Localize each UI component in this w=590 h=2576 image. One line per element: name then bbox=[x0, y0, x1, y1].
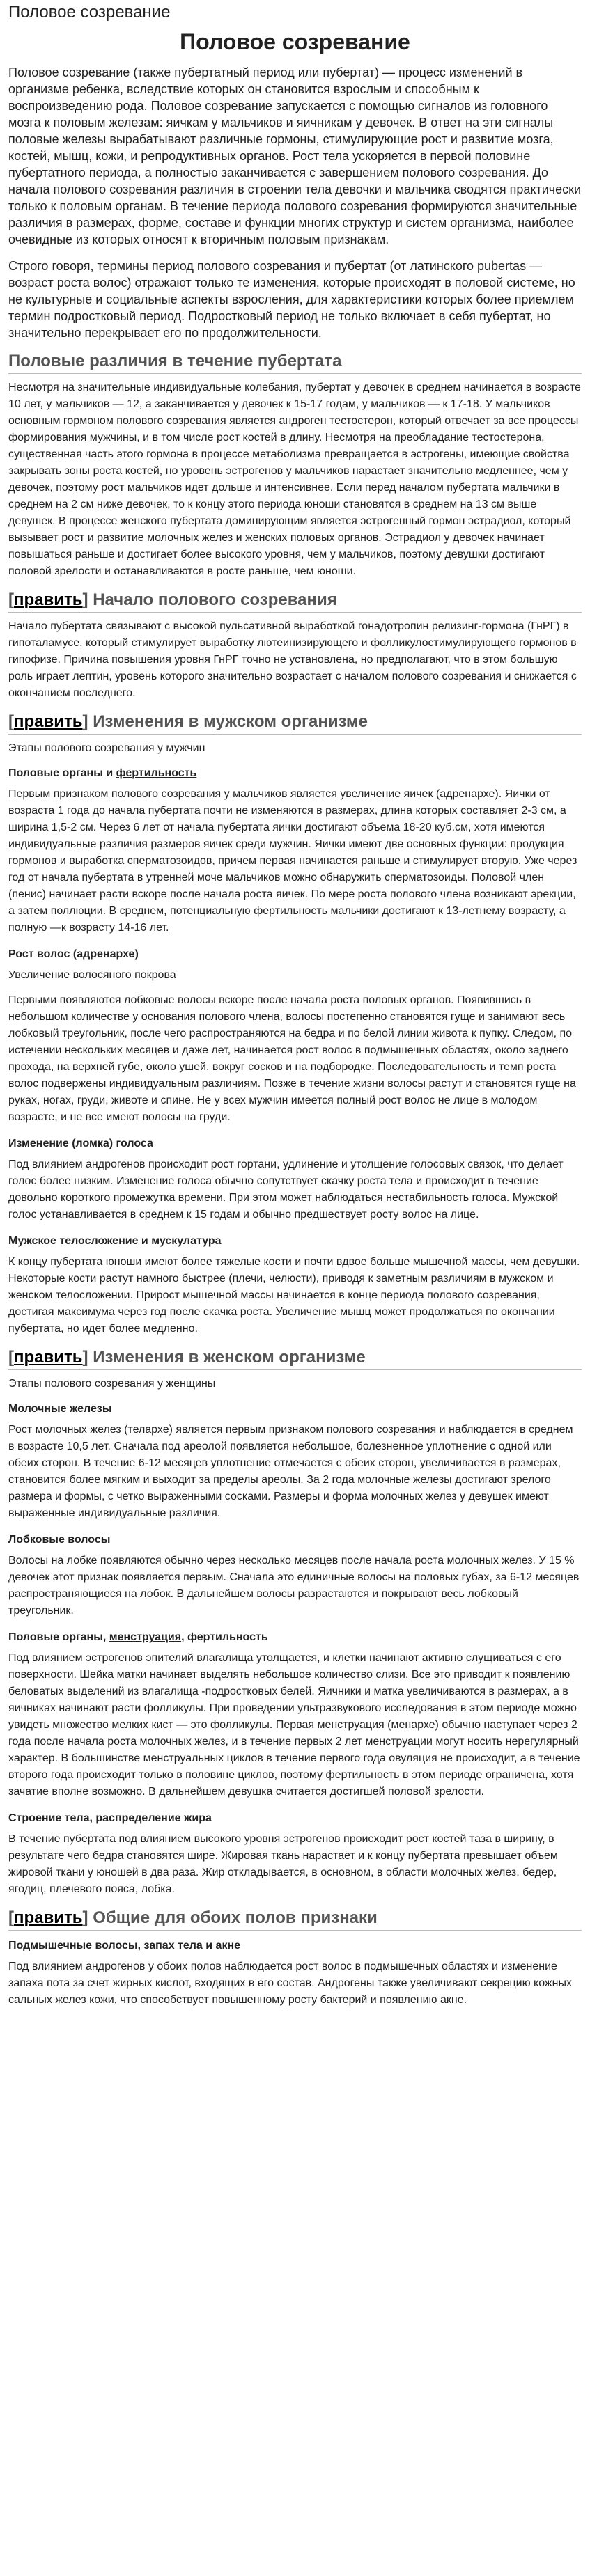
fertility-link[interactable]: фертильность bbox=[116, 767, 197, 779]
menstruation-link[interactable]: менструация bbox=[109, 1631, 182, 1643]
document-tab-title: Половое созревание bbox=[8, 3, 171, 22]
female-organs-heading bbox=[8, 1629, 582, 1646]
section-heading-differences: Половые различия в течение пубертата bbox=[8, 351, 582, 374]
female-stages-caption: Этапы полового созревания у женщины bbox=[8, 1378, 216, 1390]
page-title: Половое созревание bbox=[180, 29, 410, 54]
male-body-paragraph: К концу пубертата юноши имеют более тяжелые кости и почти вдвое больше мышечной массы, чем девушки. Некоторые кости растут намного быстрее (плечи, челюсти), приводя к заметным различиям в мужском и женском телосложении. Прирост мышечной массы начинается в конце периода полового созревания, достигая максимума через год после скачка роста. Увеличение мышц может продолжаться по окончании пубертата, но идет более медленно. bbox=[8, 1256, 580, 1335]
male-organs-heading-text: Половые органы и bbox=[8, 767, 116, 779]
female-breast-heading: Молочные железы bbox=[8, 1403, 112, 1415]
intro-paragraph-2: Строго говоря, термины период полового созревания и пубертат (от латинского pubertas — возраст роста волос) отражают только те изменения, которые происходят в половой системе, но не культурные и социальные аспекты взросления, для характеристики которых более приемлем термин подростковый период. Подростковый период не только включает в себя пубертат, но значительно перекрывает его по продолжительности. bbox=[8, 259, 575, 340]
section-title-common: Общие для обоих полов признаки bbox=[88, 1908, 378, 1927]
male-organs-heading bbox=[8, 765, 582, 782]
male-voice-heading: Изменение (ломка) голоса bbox=[8, 1138, 153, 1149]
female-pubic-paragraph: Волосы на лобке появляются обычно через несколько месяцев после начала роста молочных желез. У 15 % девочек этот признак появляется первым. Сначала это единичные волосы на половых губах, за 6-12 месяцев распространяющиеся на лобок. В дальнейшем волосы разрастаются и покрывают весь лобковый треугольник. bbox=[8, 1555, 580, 1617]
edit-link[interactable]: править bbox=[14, 590, 83, 609]
edit-link[interactable]: править bbox=[14, 1348, 83, 1367]
differences-paragraph: Несмотря на значительные индивидуальные колебания, пубертат у девочек в среднем начинается в возрасте 10 лет, у мальчиков — 12, а заканчивается у девочек к 15-17 годам, у мальчиков — к 17-18. У мальчиков основным гормоном полового созревания является андроген тестостерон, который отвечает за все процессы формирования мужчины, и в том числе рост костей в длину. Несмотря на преобладание тестостерона, существенная часть этого гормона в процессе метаболизма превращается в эстрогены, имеющие свойства закрывать зоны роста костей, но уровень эстрогенов у мальчиков нарастает значительно медленнее, чем у девочек, поэтому рост мальчиков идет дольше и интенсивнее. Если перед началом пубертата мальчики в среднем на 2 см ниже девочек, то к концу этого периода юноши становятся в среднем на 13 см выше девушек. В процессе женского пубертата доминирующим является эстрогенный гормон эстрадиол, который вызывает рост и развитие молочных желез и женских половых органов. Эстрадиол у девочек начинает повышаться раньше и достигает более высокого уровня, чем у мальчиков, поэтому девушки достигают половой зрелости и останавливаются в росте раньше, чем юноши. bbox=[8, 382, 581, 577]
male-body-heading: Мужское телосложение и мускулатура bbox=[8, 1235, 222, 1247]
male-hair-paragraph: Первыми появляются лобковые волосы вскоре после начала роста половых органов. Появившись в небольшом количестве у основания полового члена, волосы постепенно становятся гуще и занимают весь лобковый треугольник, после чего распространяются на бедра и по белой линии живота к пупку. Следом, по истечении нескольких месяцев и даже лет, начинается рост волос в подмышечных областях, около заднего прохода, на верхней губе, около ушей, вокруг сосков и на подбородке. Последовательность и темп роста волос подвержены индивидуальным различиям. Позже в течение жизни волосы растут и становятся гуще на руках, ногах, груди, животе и спине. Не у всех мужчин имеется полный рост волос не лице в молодом возрасте, и не все имеют волосы на груди. bbox=[8, 994, 576, 1123]
male-hair-heading: Рост волос (адренархе) bbox=[8, 948, 139, 960]
section-heading-female: [править] Изменения в женском организме bbox=[8, 1347, 582, 1370]
female-breast-paragraph: Рост молочных желез (телархе) является первым признаком полового созревания и наблюдается в среднем в возрасте 10,5 лет. Сначала под ареолой появляется небольшое, болезненное уплотнение с одной или обеих сторон. В течение 6-12 месяцев уплотнение отмечается с обеих сторон, увеличивается в размерах, становится более мягким и выходит за пределы ареолы. За 2 года молочные железы достигают зрелого размера и формы, с четко выраженными сосками. Размеры и форма молочных желез у девушек имеют выраженные индивидуальные различия. bbox=[8, 1424, 573, 1519]
female-organs-paragraph: Под влиянием эстрогенов эпителий влагалища утолщается, и клетки начинают активно слущиваться с его поверхности. Шейка матки начинает выделять небольшое количество слизи. Все это приводит к появлению беловатых выделений из влагалища -подростковых белей. Яичники и матка увеличиваются в размерах, а в яичниках начинают расти фолликулы. При проведении ультразвукового исследования в этом периоде можно увидеть множество мелких кист — это фолликулы. Первая менструация (менархе) обычно наступает через 2 года после начала роста молочных желез, и в течение первых 2 лет менструации могут носить нерегулярный характер. В большинстве менструальных циклов в течение первого года овуляция не происходит, а в течение второго года происходит только в половине циклов, поэтому фертильность в этом периоде ограничена, хотя зачатие вполне возможно. В дальнейшем девушка считается достигшей половой зрелости. bbox=[8, 1652, 580, 1798]
section-heading-male: [править] Изменения в мужском организме bbox=[8, 712, 582, 735]
male-stages-caption: Этапы полового созревания у мужчин bbox=[8, 742, 205, 754]
common-armpit-heading: Подмышечные волосы, запах тела и акне bbox=[8, 1940, 241, 1951]
section-heading-common: [править] Общие для обоих полов признаки bbox=[8, 1908, 582, 1931]
section-title-onset: Начало полового созревания bbox=[88, 590, 337, 609]
section-title-male: Изменения в мужском организме bbox=[88, 712, 368, 731]
female-fat-paragraph: В течение пубертата под влиянием высокого уровня эстрогенов происходит рост костей таза в ширину, в результате чего бедра становятся шире. Жировая ткань нарастает и к концу пубертата превышает объем жировой ткани у юношей в два раза. Жир откладывается, в основном, в области молочных желез, бедер, ягодиц, плечевого пояса, лобка. bbox=[8, 1833, 558, 1895]
intro-paragraph-1: Половое созревание (также пубертатный период или пубертат) — процесс изменений в организме ребенка, вследствие которых он становится взрослым и способным к воспроизведению рода. Половое созревание запускается с помощью сигналов из головного мозга к половым железам: яичкам у мальчиков и яичникам у девочек. В ответ на эти сигналы половые железы вырабатывают различные гормоны, стимулирующие рост и развитие мозга, костей, мышц, кожи, и репродуктивных органов. Рост тела ускоряется в первой половине пубертатного периода, а полностью заканчивается с завершением полового созревания. До начала полового созревания различия в строении тела девочки и мальчика сводятся практически только к половым органам. В течение периода полового созревания формируются значительные различия в размерах, форме, составе и функции многих структур и систем организма, наиболее очевидные из которых относят к вторичным половым признакам. bbox=[8, 65, 582, 246]
male-voice-paragraph: Под влиянием андрогенов происходит рост гортани, удлинение и утолщение голосовых связок, что делает голос более низким. Изменение голоса обычно сопутствует скачку роста тела и происходит в течение довольно короткого промежутка времени. При этом может наблюдаться нестабильность голоса. Мужской голос устанавливается в среднем к 15 годам и обычно предшествует росту волос на лице. bbox=[8, 1159, 564, 1220]
edit-link[interactable]: править bbox=[14, 1908, 83, 1927]
male-hair-caption: Увеличение волосяного покрова bbox=[8, 969, 176, 981]
edit-link[interactable]: править bbox=[14, 712, 83, 731]
section-heading-onset: [править] Начало полового созревания bbox=[8, 590, 582, 613]
section-title-female: Изменения в женском организме bbox=[88, 1348, 366, 1367]
document-page bbox=[0, 1, 590, 2032]
female-fat-heading: Строение тела, распределение жира bbox=[8, 1812, 212, 1824]
female-organs-heading-a: Половые органы, bbox=[8, 1631, 109, 1643]
female-organs-heading-c: , фертильность bbox=[181, 1631, 268, 1643]
common-armpit-paragraph: Под влиянием андрогенов у обоих полов наблюдается рост волос в подмышечных областях и изменение запаха пота за счет жирных кислот, входящих в его состав. Андрогены также увеличивают секрецию кожных сальных желез кожи, что способствует повышенному росту бактерий и появлению акне. bbox=[8, 1961, 572, 2006]
male-organs-paragraph: Первым признаком полового созревания у мальчиков является увеличение яичек (адренархе). Яички от возраста 1 года до начала пубертата почти не изменяются в размерах, длина которых составляет 2-3 см, а ширина 1,5-2 см. Через 6 лет от начала пубертата яички достигают объема 18-20 куб.см, хотя имеются индивидуальные различия размеров яичек среди мужчин. Яички имеют две основных функции: продукция гормонов и выработка сперматозоидов, причем первая начинается раньше и стимулирует вторую. Уже через год от начала пубертата в утренней моче мальчиков можно обнаружить сперматозоиды. Половой член (пенис) начинает расти вскоре после начала роста яичек. По мере роста полового члена возникают эрекции, а затем поллюции. В среднем, потенциальную фертильность мальчики достигают к 13-летнему возрасту, а полную —к возрасту 14-16 лет. bbox=[8, 788, 577, 934]
onset-paragraph: Начало пубертата связывают с высокой пульсативной выработкой гонадотропин релизинг-гормона (ГнРГ) в гипоталамусе, который стимулирует выработку лютеинизирующего и фолликулостимулирующего гормонов в гипофизе. Причина повышения уровня ГнРГ точно не установлена, но предполагают, что в этом большую роль играет лептин, уровень которого значительно возрастает с началом полового созревания и снижается с окончанием последнего. bbox=[8, 620, 577, 699]
female-pubic-heading: Лобковые волосы bbox=[8, 1534, 111, 1546]
